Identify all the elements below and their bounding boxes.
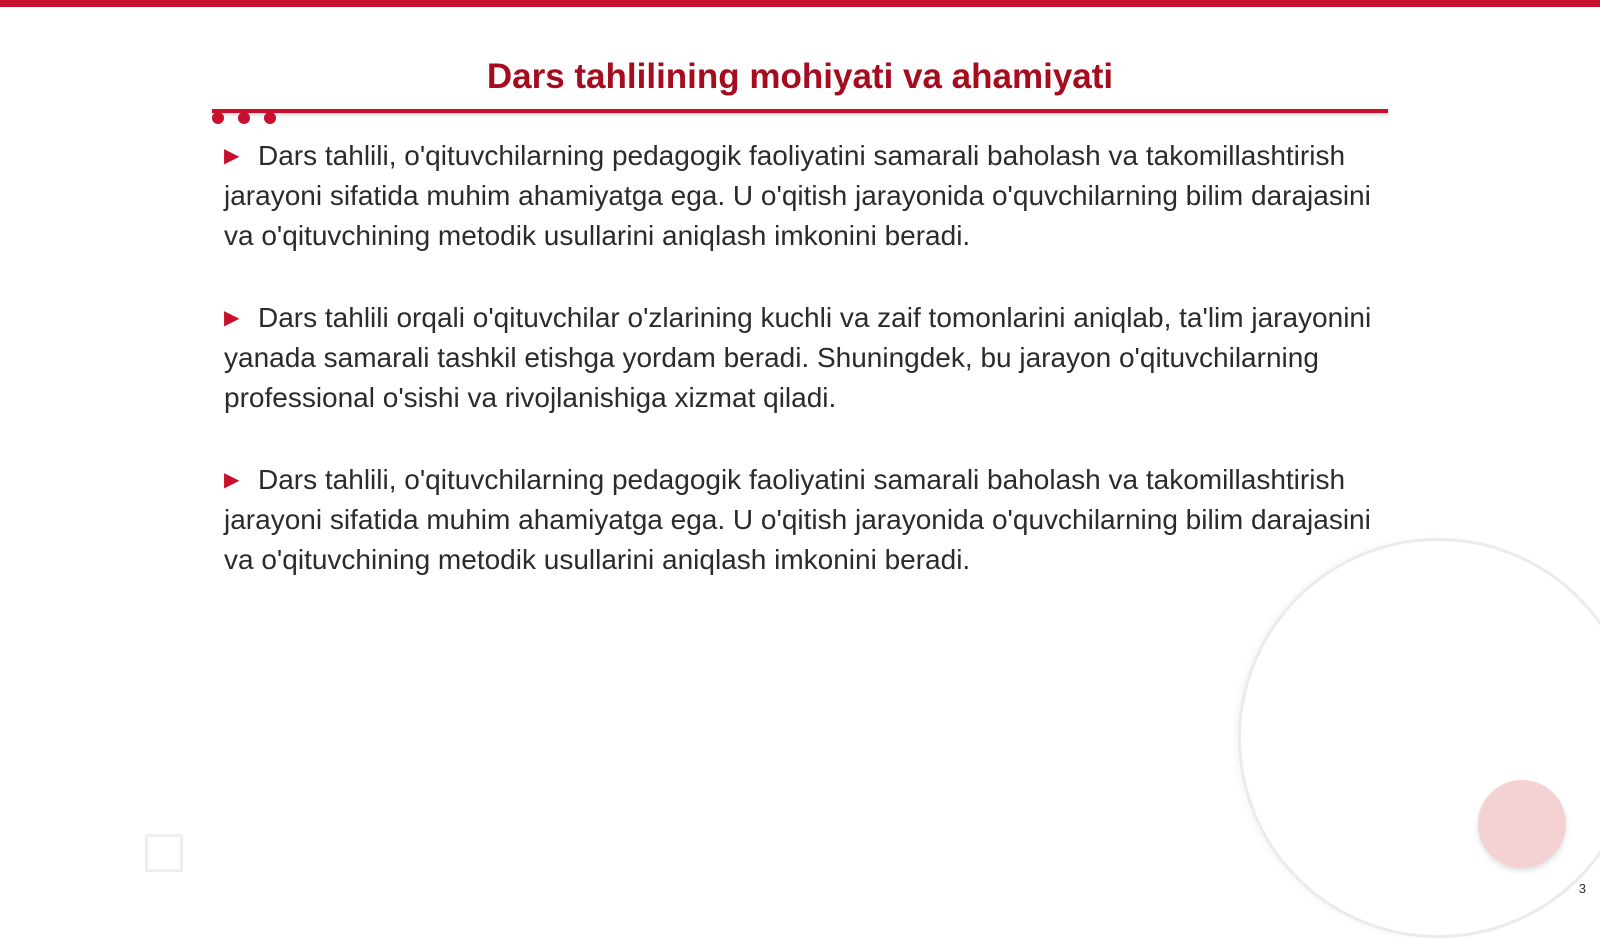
decorative-square [145, 834, 183, 872]
bullet-arrow-icon: ▶ [224, 469, 240, 491]
bullet-arrow-icon: ▶ [224, 307, 240, 329]
bullet-text: Dars tahlili, o'qituvchilarning pedagogik faoliyatini samarali baholash va takomillashtirish jarayoni sifatida muhim ahamiyatga ega. U o'qitish jarayonida o'quvchilarning bilim darajasini va o'qituvchining metodik usullarini aniqlash imkonini beradi. [224, 140, 1371, 251]
bullet-item-2 [224, 298, 1374, 418]
bullet-text: Dars tahlili, o'qituvchilarning pedagogik faoliyatini samarali baholash va takomillashtirish jarayoni sifatida muhim ahamiyatga ega. U o'qitish jarayonida o'quvchilarning bilim darajasini va o'qituvchining metodik usullarini aniqlash imkonini beradi. [224, 464, 1371, 575]
decor-dot-1 [212, 112, 224, 124]
decorative-pink-circle [1478, 780, 1566, 868]
title-underline [212, 109, 1388, 113]
bullet-text: Dars tahlili orqali o'qituvchilar o'zlarining kuchli va zaif tomonlarini aniqlab, ta'lim jarayonini yanada samarali tashkil etishga yordam beradi. Shuningdek, bu jarayon o'qituvchilarning professional o'sishi va rivojlanishiga xizmat qiladi. [224, 302, 1372, 413]
bullet-item-3 [224, 460, 1374, 580]
top-accent-bar [0, 0, 1600, 7]
bullet-arrow-icon: ▶ [224, 145, 240, 167]
slide-title: Dars tahlilining mohiyati va ahamiyati [486, 57, 1114, 96]
page-number: 3 [1578, 881, 1586, 896]
decor-dot-3 [264, 112, 276, 124]
bullet-list [224, 136, 1374, 622]
bullet-item-1 [224, 136, 1374, 256]
decor-dot-2 [238, 112, 250, 124]
